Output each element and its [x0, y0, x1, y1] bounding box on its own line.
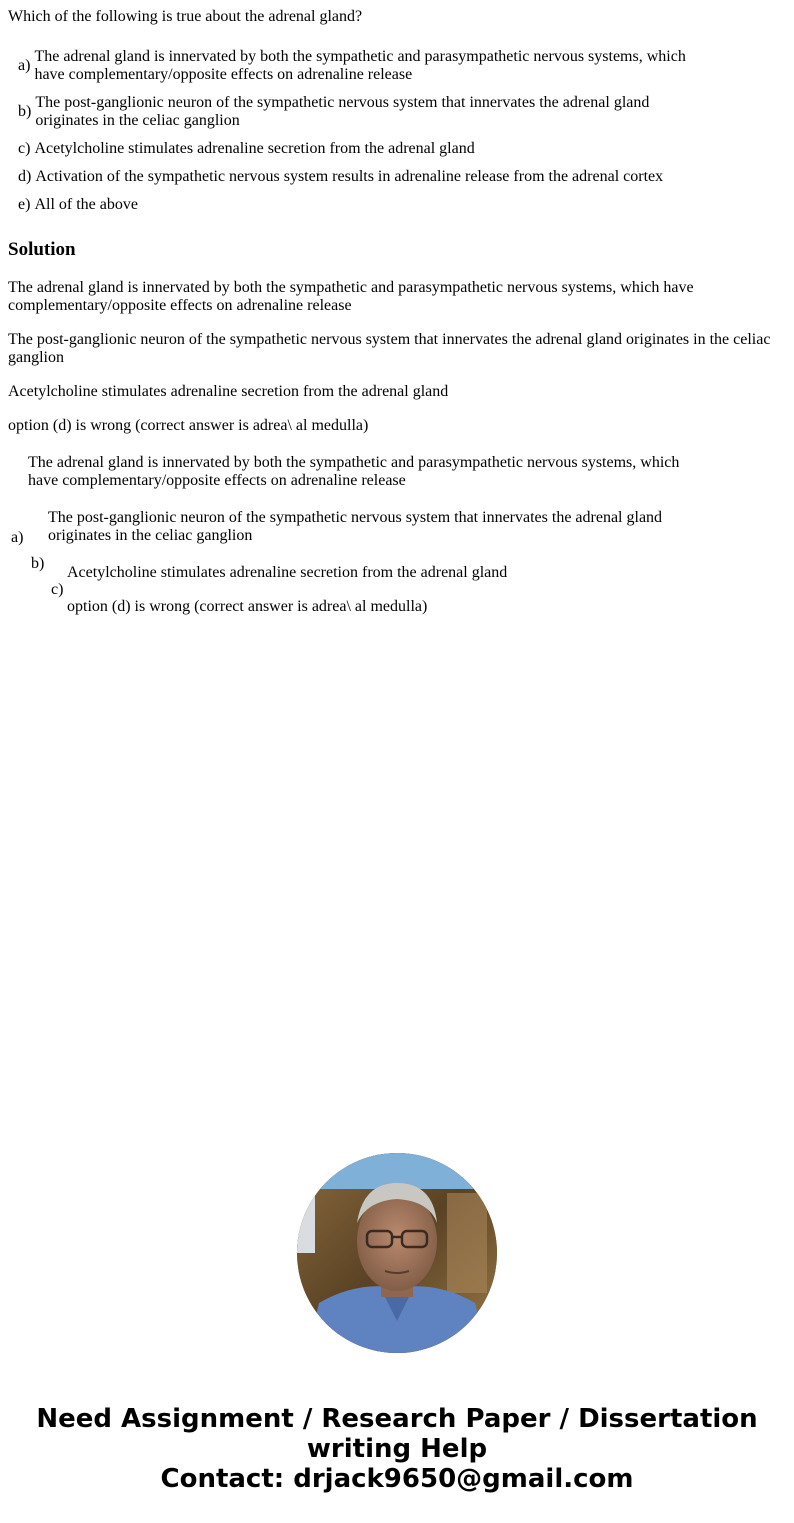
- option-c-text: Acetylcholine stimulates adrenaline secretion from the adrenal gland: [34, 140, 475, 157]
- author-portrait-image: [297, 1153, 497, 1353]
- banner-contact: Contact: drjack9650@gmail.com: [160, 1464, 634, 1494]
- nested-label-a: a): [11, 529, 24, 546]
- option-e-text: All of the above: [34, 196, 138, 213]
- solution-paragraph-4: option (d) is wrong (correct answer is adrea\ al medulla): [8, 417, 369, 434]
- solution-paragraph-3: Acetylcholine stimulates adrenaline secretion from the adrenal gland: [8, 383, 449, 400]
- help-banner: [0, 1404, 794, 1494]
- option-a-text: The adrenal gland is innervated by both the sympathetic and parasympathetic nervous systems, which have complementary/opposite effects on adrenaline release: [34, 48, 686, 83]
- option-e: [18, 196, 778, 214]
- option-a: [18, 48, 698, 84]
- nested-label-c: c): [51, 581, 64, 598]
- solution-paragraph-1: The adrenal gland is innervated by both the sympathetic and parasympathetic nervous systems, which have complementary/opposite effects on adrenaline release: [8, 279, 694, 314]
- option-d-text: Activation of the sympathetic nervous system results in adrenaline release from the adrenal cortex: [35, 168, 664, 185]
- nested-text-1: The adrenal gland is innervated by both the sympathetic and parasympathetic nervous systems, which have complementary/opposite effects on adrenaline release: [28, 454, 680, 489]
- option-b-label: b): [18, 103, 32, 120]
- nested-text-4: option (d) is wrong (correct answer is adrea\ al medulla): [67, 598, 428, 615]
- nested-label-b: b): [31, 555, 45, 572]
- solution-paragraph-2: The post-ganglionic neuron of the sympathetic nervous system that innervates the adrenal gland originates in the celiac ganglion: [8, 331, 771, 366]
- option-a-label: a): [18, 57, 31, 74]
- author-avatar: [297, 1153, 497, 1353]
- nested-text-3: Acetylcholine stimulates adrenaline secretion from the adrenal gland: [67, 564, 508, 581]
- option-b-text: The post-ganglionic neuron of the sympathetic nervous system that innervates the adrenal gland originates in the celiac ganglion: [35, 94, 650, 129]
- banner-line-1: Need Assignment / Research Paper / Dissertation: [36, 1404, 758, 1434]
- nested-text-2: The post-ganglionic neuron of the sympathetic nervous system that innervates the adrenal gland originates in the celiac ganglion: [48, 509, 663, 544]
- option-b: [18, 94, 678, 130]
- option-d-label: d): [18, 168, 32, 185]
- banner-line-2: writing Help: [306, 1434, 488, 1464]
- option-e-label: e): [18, 196, 31, 213]
- option-c: [18, 140, 778, 158]
- question-text: Which of the following is true about the adrenal gland?: [8, 8, 363, 25]
- option-d: [18, 168, 778, 186]
- option-c-label: c): [18, 140, 31, 157]
- solution-heading: Solution: [8, 239, 76, 260]
